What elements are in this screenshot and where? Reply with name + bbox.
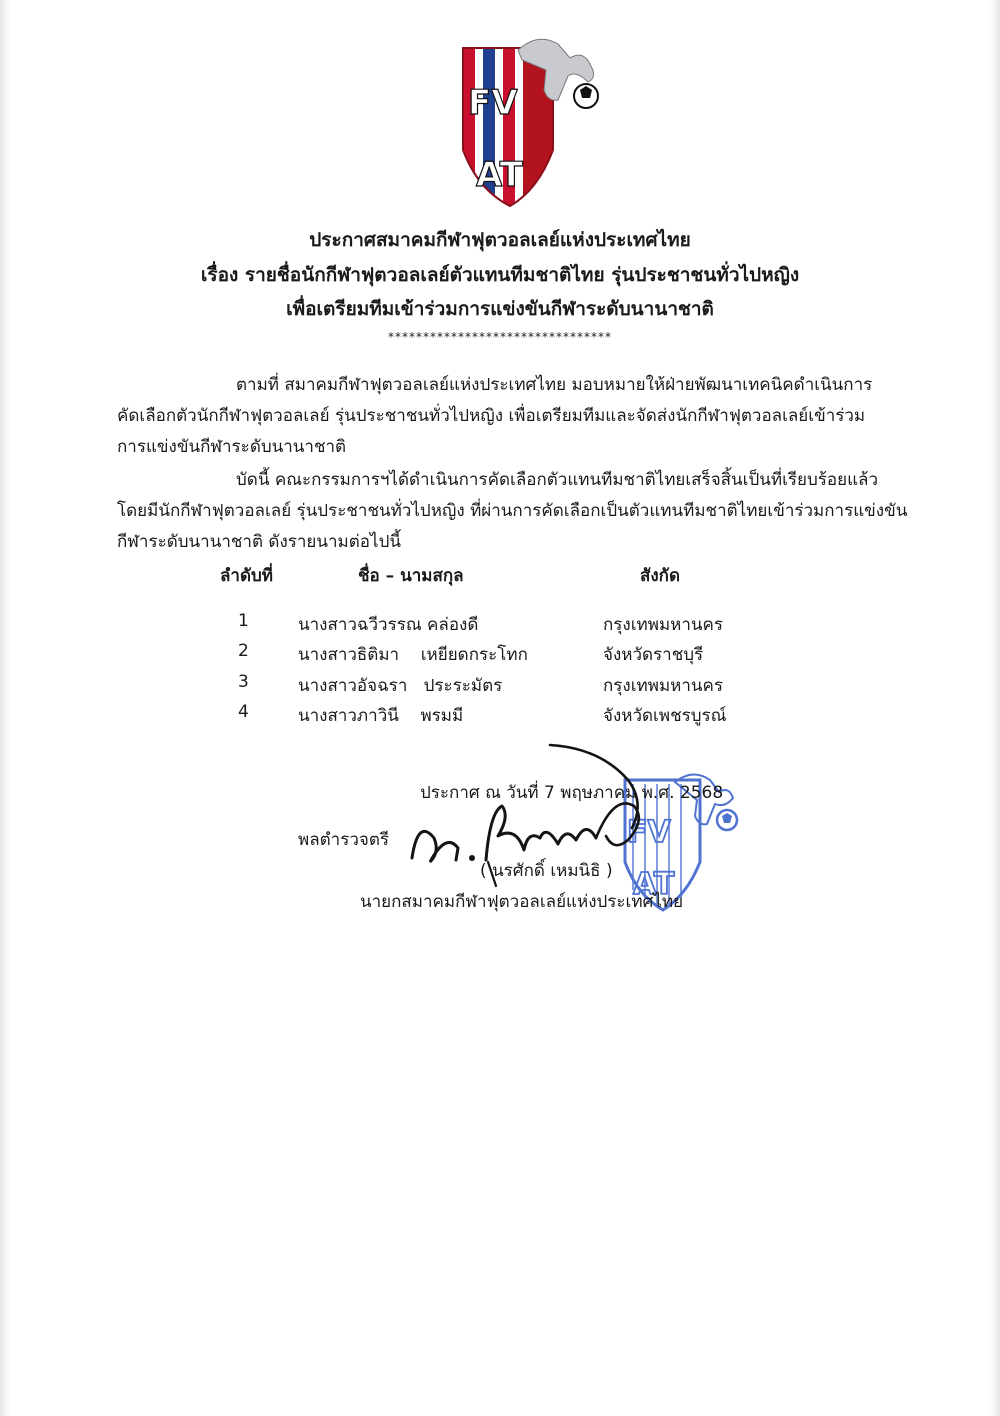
row-number: 1 <box>238 611 249 631</box>
row-number: 4 <box>238 702 249 722</box>
row-name: นางสาวภาวินี พรมมี <box>298 706 464 726</box>
svg-text:AT: AT <box>476 155 523 195</box>
separator-stars: ******************************** <box>388 330 612 344</box>
paragraph-2-line: โดยมีนักกีฬาฟุตวอลเลย์ รุ่นประชาชนทั่วไปหญิง ที่ผ่านการคัดเลือกเป็นตัวแทนทีมชาติไทยเข้าร่วมการแข่งขัน <box>117 501 908 521</box>
paragraph-1 <box>117 370 883 463</box>
paragraph-2 <box>117 465 908 558</box>
row-affiliation: กรุงเทพมหานคร <box>603 676 724 696</box>
row-name: นางสาวธิติมา เหยียดกระโทก <box>298 645 528 665</box>
svg-text:FV: FV <box>627 815 671 850</box>
row-name: นางสาวอัจฉรา ประระมัตร <box>298 676 503 696</box>
svg-text:AT: AT <box>633 867 675 902</box>
paragraph-1-line: ตามที่ สมาคมกีฬาฟุตวอลเลย์แห่งประเทศไทย มอบหมายให้ฝ่ายพัฒนาเทคนิคดำเนินการ <box>236 375 873 395</box>
header-number: ลำดับที่ <box>220 566 274 586</box>
page-left-edge <box>0 0 10 1416</box>
fvat-logo <box>448 30 608 210</box>
signer-name: ( นรศักดิ์ เหมนิธิ ) <box>480 861 613 881</box>
announcement-purpose: เพื่อเตรียมทีมเข้าร่วมการแข่งขันกีฬาระดับนานาชาติ <box>286 298 714 320</box>
paragraph-2-line: บัดนี้ คณะกรรมการฯได้ดำเนินการคัดเลือกตัวแทนทีมชาติไทยเสร็จสิ้นเป็นที่เรียบร้อยแล้ว <box>236 470 878 490</box>
signer-position: นายกสมาคมกีฬาฟุตวอลเลย์แห่งประเทศไทย <box>360 892 684 912</box>
row-number: 3 <box>238 672 249 692</box>
row-affiliation: จังหวัดราชบุรี <box>603 645 704 665</box>
page-right-edge <box>990 0 1000 1416</box>
announcement-subject: เรื่อง รายชื่อนักกีฬาฟุตวอลเลย์ตัวแทนทีมชาติไทย รุ่นประชาชนทั่วไปหญิง <box>200 264 800 286</box>
announcement-title: ประกาศสมาคมกีฬาฟุตวอลเลย์แห่งประเทศไทย <box>309 229 691 251</box>
row-affiliation: กรุงเทพมหานคร <box>603 615 724 635</box>
header-affiliation: สังกัด <box>640 566 681 586</box>
paragraph-2-line: กีฬาระดับนานาชาติ ดังรายนามต่อไปนี้ <box>117 532 401 552</box>
handwritten-signature <box>400 740 700 900</box>
logo-text: FV <box>468 83 518 123</box>
paragraph-1-line: คัดเลือกตัวนักกีฬาฟุตวอลเลย์ รุ่นประชาชนทั่วไปหญิง เพื่อเตรียมทีมและจัดส่งนักกีฬาฟุตวอลเลย์เข้าร่วม <box>117 406 866 426</box>
announcement-date: ประกาศ ณ วันที่ 7 พฤษภาคม พ.ศ. 2568 <box>420 783 724 803</box>
row-name: นางสาวฉวีวรรณ คล่องดี <box>298 615 479 635</box>
paragraph-1-line: การแข่งขันกีฬาระดับนานาชาติ <box>117 437 347 457</box>
row-number: 2 <box>238 641 249 661</box>
header-name: ชื่อ – นามสกุล <box>358 566 464 586</box>
signer-rank: พลตำรวจตรี <box>298 830 390 850</box>
row-affiliation: จังหวัดเพชรบูรณ์ <box>603 706 727 726</box>
